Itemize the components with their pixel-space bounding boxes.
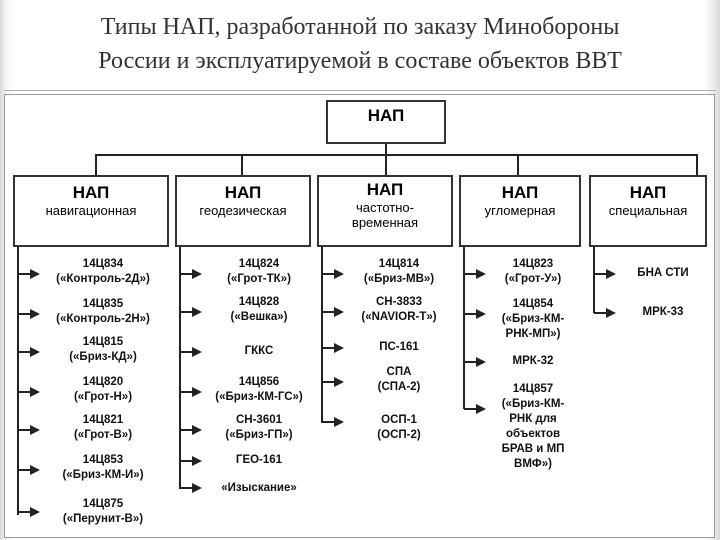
- device-item: СН-3833 («NAVIOR-Т»): [361, 296, 437, 323]
- category-title: НАП: [629, 183, 667, 202]
- category-box-time-frequency: [317, 175, 453, 247]
- arrow-right-icon: [322, 417, 344, 427]
- device-item: 14Ц823 («Грот-У»): [504, 258, 562, 285]
- device-item: МРК-33: [642, 306, 684, 318]
- device-item: ГККС: [244, 345, 274, 357]
- category-box-navigation: [13, 175, 169, 247]
- device-item: 14Ц820 («Грот-Н»): [73, 376, 133, 403]
- arrow-right-icon: [18, 387, 40, 397]
- category-title: НАП: [72, 183, 110, 202]
- bus-drop-3: [385, 154, 387, 177]
- slide-title: [0, 10, 720, 78]
- device-item: 14Ц857 («Бриз-КМ- РНК для объектов БРАВ и МП ВМФ»): [501, 383, 565, 470]
- device-item: 14Ц853 («Бриз-КМ-И»): [62, 454, 144, 481]
- trunk-special: [593, 247, 595, 313]
- device-item: ПС-161: [379, 341, 419, 353]
- arrow-right-icon: [180, 456, 202, 466]
- slide-title-line-1: Типы НАП, разработанной по заказу Минобороны: [100, 14, 620, 40]
- bus-drop-1: [95, 154, 97, 177]
- device-item: 14Ц824 («Грот-ТК»): [227, 258, 291, 285]
- category-subtitle: специальная: [608, 203, 688, 218]
- arrow-right-icon: [322, 307, 344, 317]
- arrow-right-icon: [322, 269, 344, 279]
- device-item: СН-3601 («Бриз-ГП»): [225, 414, 293, 441]
- root-box: [326, 100, 446, 144]
- trunk-geodetic: [179, 247, 181, 489]
- arrow-right-icon: [18, 347, 40, 357]
- device-item: 14Ц834 («Контроль-2Д»): [56, 258, 150, 285]
- bus-drop-4: [517, 154, 519, 177]
- category-title: НАП: [224, 183, 262, 202]
- arrow-right-icon: [18, 309, 40, 319]
- category-subtitle: навигационная: [45, 203, 137, 218]
- title-divider: [4, 90, 716, 91]
- device-item: 14Ц815 («Бриз-КД»): [69, 336, 137, 363]
- arrow-right-icon: [18, 269, 40, 279]
- category-title: НАП: [501, 183, 539, 202]
- device-item: 14Ц875 («Перунит-В»): [62, 498, 144, 525]
- arrow-right-icon: [180, 387, 202, 397]
- bus-drop-2: [241, 154, 243, 177]
- device-item: 14Ц821 («Грот-В»): [73, 414, 133, 441]
- arrow-right-icon: [18, 465, 40, 475]
- device-item: МРК-32: [512, 355, 554, 367]
- device-item: ОСП-1 (ОСП-2): [377, 414, 421, 441]
- device-item: СПА (СПА-2): [377, 366, 421, 393]
- arrow-right-icon: [180, 269, 202, 279]
- category-subtitle: частотно- временная: [351, 200, 419, 230]
- arrow-right-icon: [18, 425, 40, 435]
- arrow-right-icon: [322, 343, 344, 353]
- device-item: ГЕО-161: [235, 454, 283, 466]
- device-item: «Изыскание»: [221, 482, 297, 494]
- slide-title-line-2: России и эксплуатируемой в составе объектов ВВТ: [98, 48, 622, 74]
- root-label: НАП: [367, 106, 405, 125]
- arrow-right-icon: [322, 377, 344, 387]
- nap-diagram: [4, 94, 715, 538]
- arrow-right-icon: [594, 269, 616, 279]
- arrow-right-icon: [180, 425, 202, 435]
- category-box-special: [589, 175, 707, 247]
- device-item: БНА СТИ: [637, 267, 689, 279]
- category-box-geodetic: [175, 175, 311, 247]
- category-title: НАП: [366, 180, 404, 199]
- bus-drop-5: [696, 154, 698, 177]
- category-subtitle: угломерная: [484, 203, 556, 218]
- horizontal-bus: [95, 154, 698, 156]
- arrow-right-icon: [180, 307, 202, 317]
- arrow-right-icon: [594, 308, 616, 318]
- device-item: 14Ц814 («Бриз-МВ»): [363, 258, 435, 285]
- device-item: 14Ц828 («Вешка»): [230, 296, 288, 323]
- arrow-right-icon: [18, 507, 40, 517]
- arrow-right-icon: [180, 347, 202, 357]
- arrow-right-icon: [180, 483, 202, 493]
- category-subtitle: геодезическая: [199, 203, 287, 218]
- device-item: 14Ц854 («Бриз-КМ- РНК-МП»): [501, 298, 565, 340]
- device-item: 14Ц835 («Контроль-2Н»): [56, 298, 150, 325]
- device-item: 14Ц856 («Бриз-КМ-ГС»): [215, 376, 303, 403]
- category-box-goniometric: [459, 175, 581, 247]
